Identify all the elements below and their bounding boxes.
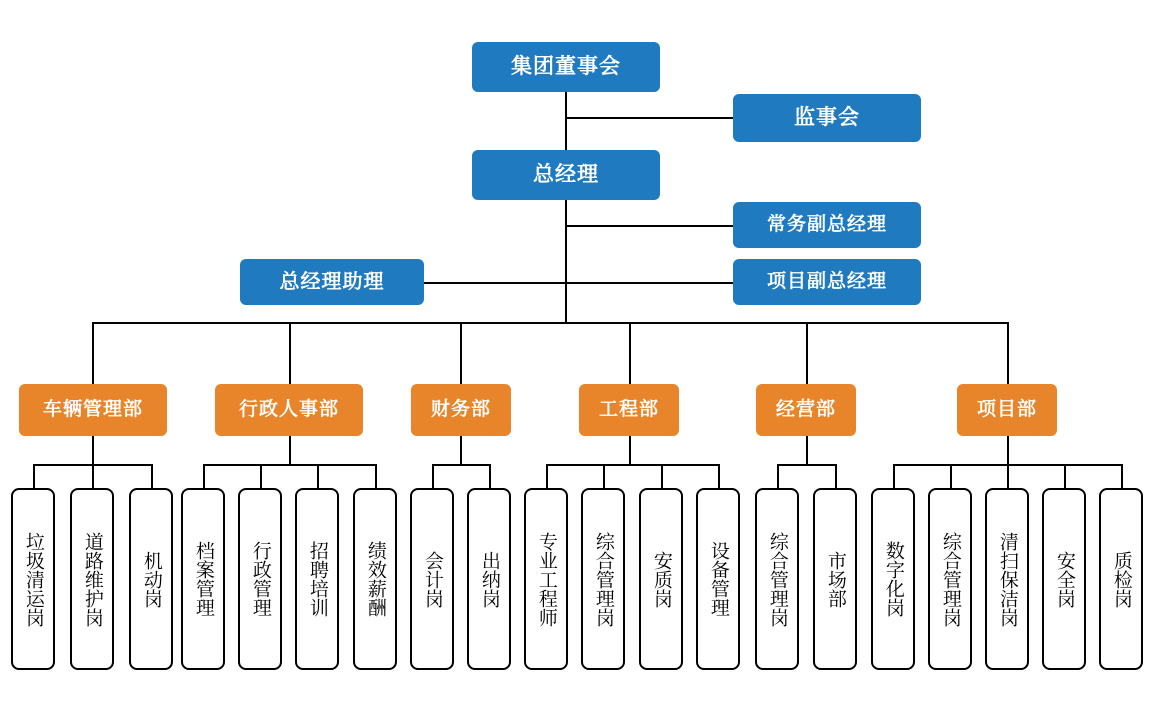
connector-drop-engineering bbox=[629, 322, 631, 384]
connector-engineering-post-0 bbox=[546, 464, 548, 488]
post-admin-0[interactable]: 档案管理 bbox=[181, 488, 225, 670]
connector-drop-vehicle bbox=[92, 322, 94, 384]
connector-engineering-bus bbox=[546, 464, 718, 466]
department-vehicle[interactable]: 车辆管理部 bbox=[19, 384, 167, 436]
connector-project-post-4 bbox=[1121, 464, 1123, 488]
connector-project-deputy bbox=[565, 282, 733, 284]
connector-admin-bus bbox=[203, 464, 375, 466]
node-supervisory[interactable]: 监事会 bbox=[733, 94, 921, 142]
connector-gm-assistant bbox=[424, 282, 566, 284]
connector-engineering-stem bbox=[629, 436, 631, 464]
connector-finance-stem bbox=[460, 436, 462, 464]
connector-exec-deputy bbox=[565, 225, 733, 227]
post-admin-1[interactable]: 行政管理 bbox=[238, 488, 282, 670]
post-admin-3[interactable]: 绩效薪酬 bbox=[353, 488, 397, 670]
node-executive-deputy[interactable]: 常务副总经理 bbox=[733, 202, 921, 248]
post-operations-0[interactable]: 综合管理岗 bbox=[755, 488, 799, 670]
connector-drop-operations bbox=[806, 322, 808, 384]
post-vehicle-0[interactable]: 垃圾清运岗 bbox=[11, 488, 55, 670]
department-project[interactable]: 项目部 bbox=[957, 384, 1057, 436]
connector-supervisory bbox=[565, 117, 733, 119]
connector-finance-bus bbox=[432, 464, 490, 466]
post-project-3[interactable]: 安全岗 bbox=[1042, 488, 1086, 670]
department-engineering[interactable]: 工程部 bbox=[579, 384, 679, 436]
connector-engineering-post-1 bbox=[603, 464, 605, 488]
connector-project-post-2 bbox=[1007, 464, 1009, 488]
post-engineering-0[interactable]: 专业工程师 bbox=[524, 488, 568, 670]
node-board[interactable]: 集团董事会 bbox=[472, 42, 660, 92]
connector-admin-post-2 bbox=[317, 464, 319, 488]
connector-admin-post-1 bbox=[260, 464, 262, 488]
connector-project-post-0 bbox=[893, 464, 895, 488]
department-finance[interactable]: 财务部 bbox=[411, 384, 511, 436]
connector-project-post-3 bbox=[1064, 464, 1066, 488]
connector-project-stem bbox=[1007, 436, 1009, 464]
connector-department-bus bbox=[92, 322, 1008, 324]
post-vehicle-1[interactable]: 道路维护岗 bbox=[70, 488, 114, 670]
department-operations[interactable]: 经营部 bbox=[756, 384, 856, 436]
post-operations-1[interactable]: 市场部 bbox=[813, 488, 857, 670]
connector-gm-down bbox=[565, 200, 567, 324]
connector-project-post-1 bbox=[950, 464, 952, 488]
post-admin-2[interactable]: 招聘培训 bbox=[295, 488, 339, 670]
post-engineering-1[interactable]: 综合管理岗 bbox=[581, 488, 625, 670]
post-project-0[interactable]: 数字化岗 bbox=[871, 488, 915, 670]
connector-operations-stem bbox=[806, 436, 808, 464]
post-finance-1[interactable]: 出纳岗 bbox=[467, 488, 511, 670]
connector-admin-post-0 bbox=[203, 464, 205, 488]
connector-finance-post-0 bbox=[432, 464, 434, 488]
post-engineering-3[interactable]: 设备管理 bbox=[696, 488, 740, 670]
post-project-2[interactable]: 清扫保洁岗 bbox=[985, 488, 1029, 670]
connector-finance-post-1 bbox=[489, 464, 491, 488]
post-vehicle-2[interactable]: 机动岗 bbox=[129, 488, 173, 670]
connector-operations-bus bbox=[777, 464, 835, 466]
connector-vehicle-stem bbox=[92, 436, 94, 464]
post-project-4[interactable]: 质检岗 bbox=[1099, 488, 1143, 670]
connector-operations-post-0 bbox=[777, 464, 779, 488]
connector-drop-admin bbox=[289, 322, 291, 384]
connector-vehicle-post-0 bbox=[33, 464, 35, 488]
connector-engineering-post-3 bbox=[718, 464, 720, 488]
node-general-manager[interactable]: 总经理 bbox=[472, 150, 660, 200]
post-project-1[interactable]: 综合管理岗 bbox=[928, 488, 972, 670]
connector-drop-finance bbox=[460, 322, 462, 384]
node-gm-assistant[interactable]: 总经理助理 bbox=[240, 259, 424, 305]
connector-admin-post-3 bbox=[375, 464, 377, 488]
connector-operations-post-1 bbox=[835, 464, 837, 488]
connector-board-to-gm bbox=[565, 92, 567, 150]
connector-engineering-post-2 bbox=[661, 464, 663, 488]
connector-vehicle-post-1 bbox=[92, 464, 94, 488]
connector-drop-project bbox=[1007, 322, 1009, 384]
node-project-deputy[interactable]: 项目副总经理 bbox=[733, 259, 921, 305]
post-finance-0[interactable]: 会计岗 bbox=[410, 488, 454, 670]
connector-admin-stem bbox=[289, 436, 291, 464]
department-admin-hr[interactable]: 行政人事部 bbox=[215, 384, 363, 436]
connector-vehicle-post-2 bbox=[151, 464, 153, 488]
post-engineering-2[interactable]: 安质岗 bbox=[639, 488, 683, 670]
